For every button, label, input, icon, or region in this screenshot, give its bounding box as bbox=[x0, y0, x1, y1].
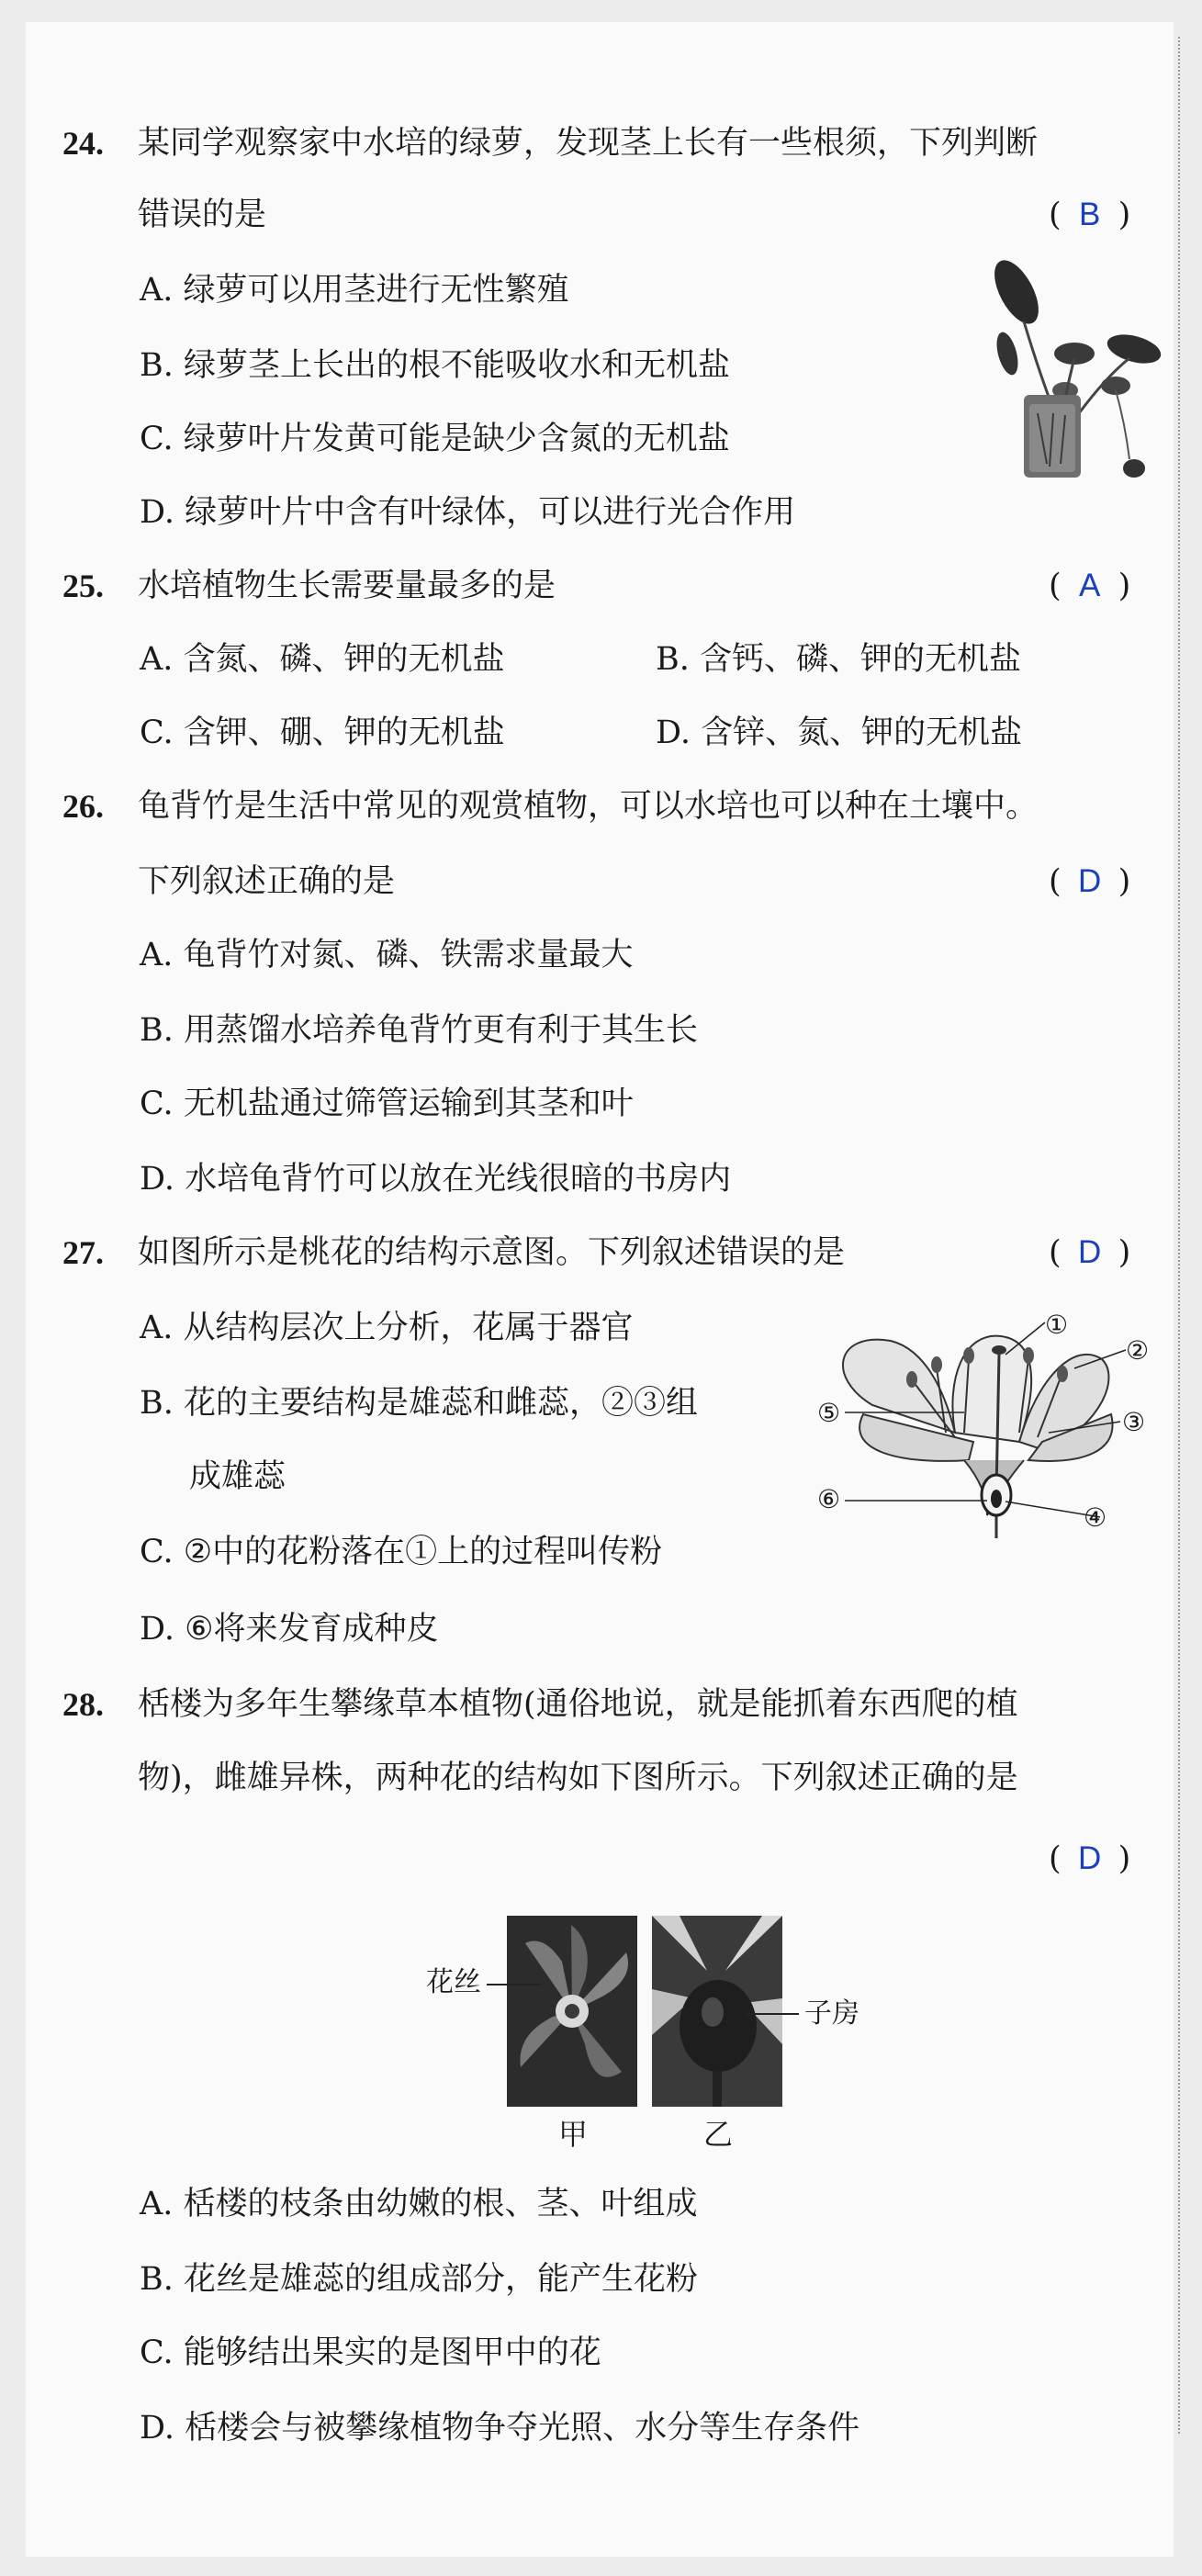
page-divider bbox=[1178, 37, 1180, 2434]
q28-answer-letter: D bbox=[1078, 1840, 1102, 1876]
q28-option-c: C. 能够结出果实的是图甲中的花 bbox=[140, 2334, 601, 2371]
flower-label-4: ④ bbox=[1084, 1502, 1107, 1533]
flower-label-6: ⑥ bbox=[817, 1484, 841, 1514]
flower-label-2: ② bbox=[1126, 1335, 1150, 1366]
q27-number: 27. bbox=[62, 1234, 104, 1271]
peach-flower-diagram bbox=[808, 1304, 1166, 1543]
q28-option-a: A. 栝楼的枝条由幼嫩的根、茎、叶组成 bbox=[140, 2186, 698, 2222]
q26-option-c: C. 无机盐通过筛管运输到其茎和叶 bbox=[140, 1086, 634, 1122]
q28-stem-line1: 栝楼为多年生攀缘草本植物(通俗地说，就是能抓着东西爬的植 bbox=[138, 1686, 1018, 1723]
q26-answer: ( D ) bbox=[1049, 863, 1131, 900]
fig-label-filament: 花丝 bbox=[426, 1966, 481, 1998]
q26-stem-line2: 下列叙述正确的是 bbox=[138, 863, 396, 900]
q24-stem-line1: 某同学观察家中水培的绿萝，发现茎上长有一些根须，下列判断 bbox=[138, 125, 1039, 162]
q24-option-d: D. 绿萝叶片中含有叶绿体，可以进行光合作用 bbox=[140, 494, 796, 531]
q28-number: 28. bbox=[62, 1686, 104, 1723]
female-flower-photo bbox=[652, 1916, 782, 2107]
q25-option-a: A. 含氮、磷、钾的无机盐 bbox=[140, 641, 505, 678]
q27-option-b-line1: B. 花的主要结构是雄蕊和雌蕊，②③组 bbox=[140, 1385, 698, 1422]
fig-label-ovary: 子房 bbox=[804, 1997, 859, 2030]
q24-option-c: C. 绿萝叶片发黄可能是缺少含氮的无机盐 bbox=[140, 421, 730, 457]
q28-option-d: D. 栝楼会与被攀缘植物争夺光照、水分等生存条件 bbox=[140, 2410, 860, 2447]
q28-option-b: B. 花丝是雄蕊的组成部分，能产生花粉 bbox=[140, 2261, 698, 2298]
q24-answer-letter: B bbox=[1078, 197, 1101, 232]
q26-option-d: D. 水培龟背竹可以放在光线很暗的书房内 bbox=[140, 1161, 732, 1198]
flower-label-1: ① bbox=[1045, 1310, 1069, 1340]
male-flower-photo bbox=[507, 1916, 637, 2107]
flower-label-5: ⑤ bbox=[817, 1398, 841, 1428]
q26-option-a: A. 龟背竹对氮、磷、铁需求量最大 bbox=[140, 937, 634, 973]
caption-yi: 乙 bbox=[703, 2117, 734, 2152]
q27-answer-letter: D bbox=[1078, 1234, 1102, 1270]
q26-number: 26. bbox=[62, 788, 104, 825]
q25-option-b: B. 含钙、磷、钾的无机盐 bbox=[656, 641, 1021, 678]
q27-answer: ( D ) bbox=[1049, 1234, 1131, 1271]
q27-option-c: C. ②中的花粉落在①上的过程叫传粉 bbox=[140, 1534, 663, 1570]
q25-number: 25. bbox=[62, 568, 104, 604]
q27-option-a: A. 从结构层次上分析，花属于器官 bbox=[140, 1310, 634, 1346]
filament-leader-line bbox=[487, 1984, 542, 1987]
q25-answer-letter: A bbox=[1078, 568, 1101, 603]
q25-option-d: D. 含锌、氮、钾的无机盐 bbox=[656, 714, 1023, 751]
q24-answer: ( B ) bbox=[1049, 197, 1131, 233]
ovary-leader-line bbox=[746, 2013, 801, 2017]
q28-stem-line2: 物)，雌雄异株，两种花的结构如下图所示。下列叙述正确的是 bbox=[138, 1760, 1018, 1796]
q24-number: 24. bbox=[62, 125, 104, 162]
q24-option-b: B. 绿萝茎上长出的根不能吸收水和无机盐 bbox=[140, 347, 730, 384]
q26-answer-letter: D bbox=[1078, 863, 1102, 899]
pothos-plant-figure bbox=[996, 266, 1166, 487]
flower-label-3: ③ bbox=[1122, 1407, 1146, 1437]
caption-jia: 甲 bbox=[558, 2117, 589, 2152]
q27-option-d: D. ⑥将来发育成种皮 bbox=[140, 1611, 439, 1648]
q24-option-a: A. 绿萝可以用茎进行无性繁殖 bbox=[140, 272, 569, 309]
q24-stem-line2: 错误的是 bbox=[138, 197, 267, 233]
q27-option-b-line2: 成雄蕊 bbox=[189, 1458, 286, 1495]
q25-option-c: C. 含钾、硼、钾的无机盐 bbox=[140, 714, 505, 751]
q26-stem-line1: 龟背竹是生活中常见的观赏植物，可以水培也可以种在土壤中。 bbox=[138, 788, 1039, 825]
q26-option-b: B. 用蒸馏水培养龟背竹更有利于其生长 bbox=[140, 1012, 698, 1049]
q25-stem: 水培植物生长需要量最多的是 bbox=[138, 568, 556, 604]
q28-answer: ( D ) bbox=[1049, 1840, 1131, 1877]
q27-stem: 如图所示是桃花的结构示意图。下列叙述错误的是 bbox=[138, 1234, 846, 1271]
q25-answer: ( A ) bbox=[1049, 568, 1131, 604]
